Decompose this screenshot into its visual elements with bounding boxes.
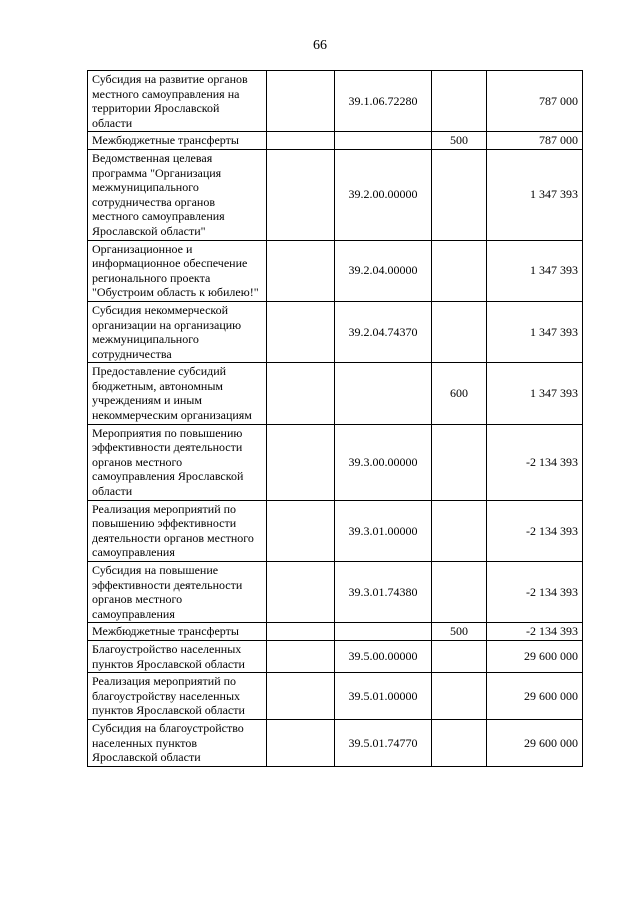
row-name-cell: Предоставление субсидий бюджетным, автономным учреждениям и иным некоммерческим организациям [88, 363, 267, 424]
row-name-cell: Реализация мероприятий по повышению эффективности деятельности органов местного самоуправления [88, 500, 267, 561]
table-row [88, 719, 583, 766]
row-code-cell [335, 132, 432, 150]
row-name-cell: Субсидия на развитие органов местного самоуправления на территории Ярославской области [88, 71, 267, 132]
row-empty-cell [267, 240, 335, 301]
table-row [88, 562, 583, 623]
table-row [88, 673, 583, 720]
table-row [88, 623, 583, 641]
row-amount-cell: 29 600 000 [487, 719, 583, 766]
row-amount-cell: -2 134 393 [487, 500, 583, 561]
row-amount-cell: 29 600 000 [487, 640, 583, 672]
row-name-cell: Субсидия на повышение эффективности деятельности органов местного самоуправления [88, 562, 267, 623]
table-row [88, 149, 583, 240]
row-expense-type-cell [432, 500, 487, 561]
row-expense-type-cell [432, 673, 487, 720]
row-name-cell: Ведомственная целевая программа "Организация межмуниципального сотрудничества органов местного самоуправления Ярославской области" [88, 149, 267, 240]
row-code-cell: 39.5.01.00000 [335, 673, 432, 720]
table-row [88, 132, 583, 150]
row-name-cell: Реализация мероприятий по благоустройству населенных пунктов Ярославской области [88, 673, 267, 720]
table-row [88, 301, 583, 362]
table-row [88, 71, 583, 132]
row-empty-cell [267, 500, 335, 561]
row-code-cell: 39.3.00.00000 [335, 424, 432, 500]
row-amount-cell: -2 134 393 [487, 623, 583, 641]
table-row [88, 640, 583, 672]
row-empty-cell [267, 719, 335, 766]
row-empty-cell [267, 424, 335, 500]
row-empty-cell [267, 71, 335, 132]
row-code-cell: 39.1.06.72280 [335, 71, 432, 132]
budget-table [87, 70, 583, 767]
row-empty-cell [267, 640, 335, 672]
row-expense-type-cell [432, 149, 487, 240]
row-code-cell: 39.2.00.00000 [335, 149, 432, 240]
row-expense-type-cell: 600 [432, 363, 487, 424]
row-amount-cell: -2 134 393 [487, 562, 583, 623]
row-amount-cell: 1 347 393 [487, 240, 583, 301]
row-expense-type-cell: 500 [432, 623, 487, 641]
page-number: 66 [313, 38, 327, 53]
row-amount-cell: 1 347 393 [487, 363, 583, 424]
row-amount-cell: 1 347 393 [487, 149, 583, 240]
row-code-cell: 39.5.01.74770 [335, 719, 432, 766]
row-name-cell: Межбюджетные трансферты [88, 623, 267, 641]
row-empty-cell [267, 363, 335, 424]
row-code-cell: 39.2.04.74370 [335, 301, 432, 362]
row-name-cell: Межбюджетные трансферты [88, 132, 267, 150]
table-row [88, 424, 583, 500]
row-name-cell: Организационное и информационное обеспечение регионального проекта "Обустроим область к юбилею!" [88, 240, 267, 301]
row-code-cell [335, 363, 432, 424]
row-name-cell: Мероприятия по повышению эффективности деятельности органов местного самоуправления Ярославской области [88, 424, 267, 500]
row-amount-cell: 1 347 393 [487, 301, 583, 362]
row-name-cell: Субсидия некоммерческой организации на организацию межмуниципального сотрудничества [88, 301, 267, 362]
row-expense-type-cell: 500 [432, 132, 487, 150]
row-expense-type-cell [432, 301, 487, 362]
row-empty-cell [267, 301, 335, 362]
row-expense-type-cell [432, 424, 487, 500]
row-code-cell: 39.3.01.00000 [335, 500, 432, 561]
row-expense-type-cell [432, 640, 487, 672]
row-code-cell: 39.2.04.00000 [335, 240, 432, 301]
row-empty-cell [267, 149, 335, 240]
row-amount-cell: 29 600 000 [487, 673, 583, 720]
budget-table-body [88, 71, 583, 767]
row-empty-cell [267, 623, 335, 641]
row-name-cell: Благоустройство населенных пунктов Ярославской области [88, 640, 267, 672]
row-code-cell: 39.3.01.74380 [335, 562, 432, 623]
row-amount-cell: 787 000 [487, 71, 583, 132]
row-empty-cell [267, 673, 335, 720]
table-row [88, 240, 583, 301]
table-row [88, 363, 583, 424]
row-name-cell: Субсидия на благоустройство населенных пунктов Ярославской области [88, 719, 267, 766]
table-row [88, 500, 583, 561]
row-amount-cell: 787 000 [487, 132, 583, 150]
row-empty-cell [267, 562, 335, 623]
row-expense-type-cell [432, 71, 487, 132]
row-empty-cell [267, 132, 335, 150]
row-expense-type-cell [432, 562, 487, 623]
row-amount-cell: -2 134 393 [487, 424, 583, 500]
row-code-cell: 39.5.00.00000 [335, 640, 432, 672]
row-code-cell [335, 623, 432, 641]
row-expense-type-cell [432, 719, 487, 766]
row-expense-type-cell [432, 240, 487, 301]
